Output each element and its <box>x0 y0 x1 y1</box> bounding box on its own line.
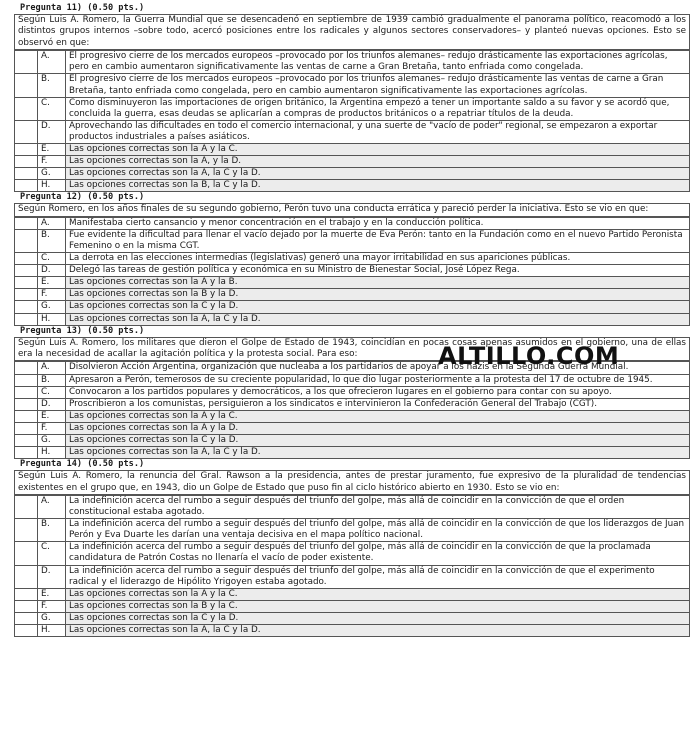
question-text: Según Romero, en los años finales de su segundo gobierno, Perón tuvo una conducta errática y pareció perder la iniciativa. Esto se vio en que: <box>14 203 690 216</box>
option-letter: C. <box>38 542 66 565</box>
option-text: La derrota en las elecciones intermedias (legislativas) generó una mayor irritabilidad en sus apariciones públicas. <box>66 253 690 265</box>
option-letter: C. <box>38 253 66 265</box>
option-indent-cell <box>15 625 38 637</box>
option-indent-cell <box>15 301 38 313</box>
option-row[interactable] <box>15 253 690 265</box>
option-indent-cell <box>15 447 38 459</box>
option-text: El progresivo cierre de los mercados europeos –provocado por los triunfos alemanes– redujo drásticamente las ventas de carne a Gran Bretaña, tanto enfriada como congelada, pero en cambio aumentaron significativamente las exportaciones agrícolas. <box>66 74 690 97</box>
option-indent-cell <box>15 495 38 518</box>
exam-page <box>14 3 690 637</box>
option-text: Las opciones correctas son la A, y la D. <box>66 156 690 168</box>
option-indent-cell <box>15 386 38 398</box>
option-text: Convocaron a los partidos populares y democráticos, a los que ofrecieron lugares en el gobierno para contar con su apoyo. <box>66 386 690 398</box>
option-letter: A. <box>38 362 66 374</box>
option-row[interactable] <box>15 519 690 542</box>
option-row[interactable] <box>15 120 690 143</box>
option-text: Aprovechando las dificultades en todo el comercio internacional, y una suerte de "vacío de poder" regional, se empezaron a exportar productos industriales a países asiáticos. <box>66 120 690 143</box>
option-row[interactable] <box>15 51 690 74</box>
option-letter: C. <box>38 97 66 120</box>
option-text: Las opciones correctas son la A, la C y la D. <box>66 168 690 180</box>
option-row[interactable] <box>15 229 690 252</box>
option-indent-cell <box>15 542 38 565</box>
option-row[interactable] <box>15 447 690 459</box>
option-row[interactable] <box>15 565 690 588</box>
option-row[interactable] <box>15 156 690 168</box>
question-text: Según Luis A. Romero, la renuncia del Gral. Rawson a la presidencia, antes de prestar juramento, fue expresivo de la pluralidad de tendencias existentes en el grupo que, en 1943, dio un Golpe de Estado que puso fin al ciclo histórico abierto en 1930. Esto se vio en: <box>14 470 690 495</box>
option-letter: E. <box>38 143 66 155</box>
option-text: Como disminuyeron las importaciones de origen británico, la Argentina empezó a tener un importante saldo a su favor y se acordó que, concluida la guerra, esas deudas se aplicarían a compras de productos británicos o a repatriar títulos de la deuda. <box>66 97 690 120</box>
option-indent-cell <box>15 217 38 229</box>
option-letter: B. <box>38 229 66 252</box>
option-letter: G. <box>38 168 66 180</box>
option-indent-cell <box>15 97 38 120</box>
option-indent-cell <box>15 51 38 74</box>
option-row[interactable] <box>15 625 690 637</box>
option-row[interactable] <box>15 434 690 446</box>
option-text: Las opciones correctas son la C y la D. <box>66 301 690 313</box>
option-text: Las opciones correctas son la B y la D. <box>66 289 690 301</box>
option-row[interactable] <box>15 374 690 386</box>
watermark: ALTILLO.COM <box>438 342 620 370</box>
option-row[interactable] <box>15 277 690 289</box>
question-14 <box>14 459 690 637</box>
option-text: Las opciones correctas son la A y la B. <box>66 277 690 289</box>
option-row[interactable] <box>15 74 690 97</box>
option-row[interactable] <box>15 600 690 612</box>
question-header: Pregunta 12) (0.50 pts.) <box>20 192 145 203</box>
option-letter: E. <box>38 410 66 422</box>
option-text: Las opciones correctas son la C y la D. <box>66 612 690 624</box>
option-row[interactable] <box>15 180 690 192</box>
option-letter: H. <box>38 447 66 459</box>
option-indent-cell <box>15 313 38 325</box>
option-row[interactable] <box>15 410 690 422</box>
option-text: La indefinición acerca del rumbo a seguir después del triunfo del golpe, más allá de coincidir en la convicción de que la proclamada candidatura de Patrón Costas no llenaría el vacío de poder existente. <box>66 542 690 565</box>
option-text: La indefinición acerca del rumbo a seguir después del triunfo del golpe, más allá de coincidir en la convicción de que los liderazgos de Juan Perón y Eva Duarte les darían una ventaja decisiva en el mapa político nacional. <box>66 519 690 542</box>
option-indent-cell <box>15 398 38 410</box>
options-table <box>14 495 690 637</box>
option-row[interactable] <box>15 495 690 518</box>
option-letter: D. <box>38 398 66 410</box>
option-indent-cell <box>15 434 38 446</box>
option-letter: G. <box>38 612 66 624</box>
option-indent-cell <box>15 253 38 265</box>
option-letter: E. <box>38 588 66 600</box>
option-indent-cell <box>15 265 38 277</box>
option-indent-cell <box>15 74 38 97</box>
option-indent-cell <box>15 168 38 180</box>
option-letter: H. <box>38 625 66 637</box>
option-letter: F. <box>38 422 66 434</box>
option-letter: B. <box>38 519 66 542</box>
option-row[interactable] <box>15 542 690 565</box>
option-letter: E. <box>38 277 66 289</box>
option-row[interactable] <box>15 588 690 600</box>
option-letter: A. <box>38 217 66 229</box>
question-text: Según Luis A. Romero, la Guerra Mundial que se desencadenó en septiembre de 1939 cambió gradualmente el panorama político, reacomodó a los distintos grupos internos –sobre todo, acercó posiciones entre los radicales y algunos sectores conservadores– y planteó nuevas opciones. Esto se observó en que: <box>14 14 690 50</box>
option-text: Manifestaba cierto cansancio y menor concentración en el trabajo y en la conducción política. <box>66 217 690 229</box>
option-letter: D. <box>38 120 66 143</box>
option-indent-cell <box>15 143 38 155</box>
option-text: Delegó las tareas de gestión política y económica en su Ministro de Bienestar Social, José López Rega. <box>66 265 690 277</box>
option-row[interactable] <box>15 143 690 155</box>
option-text: Las opciones correctas son la A y la C. <box>66 143 690 155</box>
option-letter: B. <box>38 74 66 97</box>
option-row[interactable] <box>15 398 690 410</box>
option-row[interactable] <box>15 301 690 313</box>
option-letter: A. <box>38 51 66 74</box>
option-row[interactable] <box>15 217 690 229</box>
option-text: Las opciones correctas son la A, la C y la D. <box>66 313 690 325</box>
option-text: Las opciones correctas son la A, la C y la D. <box>66 447 690 459</box>
option-row[interactable] <box>15 97 690 120</box>
option-text: Las opciones correctas son la A y la D. <box>66 422 690 434</box>
option-indent-cell <box>15 600 38 612</box>
option-text: Fue evidente la dificultad para llenar el vacío dejado por la muerte de Eva Perón: tanto en la Fundación como en el nuevo Partido Peronista Femenino o en la misma CGT. <box>66 229 690 252</box>
option-indent-cell <box>15 612 38 624</box>
option-indent-cell <box>15 120 38 143</box>
option-indent-cell <box>15 289 38 301</box>
option-letter: G. <box>38 301 66 313</box>
options-table <box>14 50 690 192</box>
option-text: El progresivo cierre de los mercados europeos –provocado por los triunfos alemanes– redujo drásticamente las exportaciones agrícolas, pero en cambio aumentaron significativamente las ventas de carne a Gran Bretaña, tanto enfriada como congelada. <box>66 51 690 74</box>
question-text: Según Luis A. Romero, los militares que dieron el Golpe de Estado de 1943, coincidían en pocas cosas apenas asumidos en el gobierno, una de ellas era la necesidad de acallar la agitación política y la protesta social. Para eso: <box>14 337 690 362</box>
option-letter: F. <box>38 156 66 168</box>
option-letter: H. <box>38 313 66 325</box>
option-text: Las opciones correctas son la A y la C. <box>66 588 690 600</box>
option-row[interactable] <box>15 422 690 434</box>
option-indent-cell <box>15 410 38 422</box>
options-table <box>14 361 690 459</box>
option-letter: F. <box>38 600 66 612</box>
option-row[interactable] <box>15 289 690 301</box>
option-indent-cell <box>15 362 38 374</box>
option-row[interactable] <box>15 313 690 325</box>
question-header: Pregunta 14) (0.50 pts.) <box>20 459 145 470</box>
option-row[interactable] <box>15 386 690 398</box>
option-indent-cell <box>15 277 38 289</box>
option-row[interactable] <box>15 265 690 277</box>
option-letter: B. <box>38 374 66 386</box>
option-indent-cell <box>15 156 38 168</box>
option-text: Las opciones correctas son la A, la C y la D. <box>66 625 690 637</box>
option-indent-cell <box>15 519 38 542</box>
option-indent-cell <box>15 229 38 252</box>
option-text: Disolvieron Acción Argentina, organización que nucleaba a los partidarios de apoyar a los nazis en la Segunda Guerra Mundial. <box>66 362 690 374</box>
option-text: Las opciones correctas son la C y la D. <box>66 434 690 446</box>
option-indent-cell <box>15 565 38 588</box>
option-letter: C. <box>38 386 66 398</box>
option-text: Apresaron a Perón, temerosos de su creciente popularidad, lo que dio lugar posteriormente a la protesta del 17 de octubre de 1945. <box>66 374 690 386</box>
question-11 <box>14 3 690 192</box>
question-header: Pregunta 13) (0.50 pts.) <box>20 325 145 336</box>
question-header: Pregunta 11) (0.50 pts.) <box>20 3 145 13</box>
option-text: Las opciones correctas son la A y la C. <box>66 410 690 422</box>
option-indent-cell <box>15 180 38 192</box>
option-letter: F. <box>38 289 66 301</box>
option-letter: D. <box>38 265 66 277</box>
option-letter: D. <box>38 565 66 588</box>
option-letter: A. <box>38 495 66 518</box>
option-row[interactable] <box>15 168 690 180</box>
options-table <box>14 217 690 326</box>
option-text: La indefinición acerca del rumbo a seguir después del triunfo del golpe, más allá de coincidir en la convicción de que el orden constitucional estaba agotado. <box>66 495 690 518</box>
option-text: Las opciones correctas son la B y la C. <box>66 600 690 612</box>
option-text: Proscribieron a los comunistas, persiguieron a los sindicatos e intervinieron la Confederación General del Trabajo (CGT). <box>66 398 690 410</box>
option-letter: G. <box>38 434 66 446</box>
option-indent-cell <box>15 374 38 386</box>
option-row[interactable] <box>15 612 690 624</box>
option-text: La indefinición acerca del rumbo a seguir después del triunfo del golpe, más allá de coincidir en la convicción de que el experimento radical y el liderazgo de Hipólito Yrigoyen estaba agotado. <box>66 565 690 588</box>
option-text: Las opciones correctas son la B, la C y la D. <box>66 180 690 192</box>
option-letter: H. <box>38 180 66 192</box>
option-indent-cell <box>15 588 38 600</box>
option-indent-cell <box>15 422 38 434</box>
question-12 <box>14 192 690 325</box>
